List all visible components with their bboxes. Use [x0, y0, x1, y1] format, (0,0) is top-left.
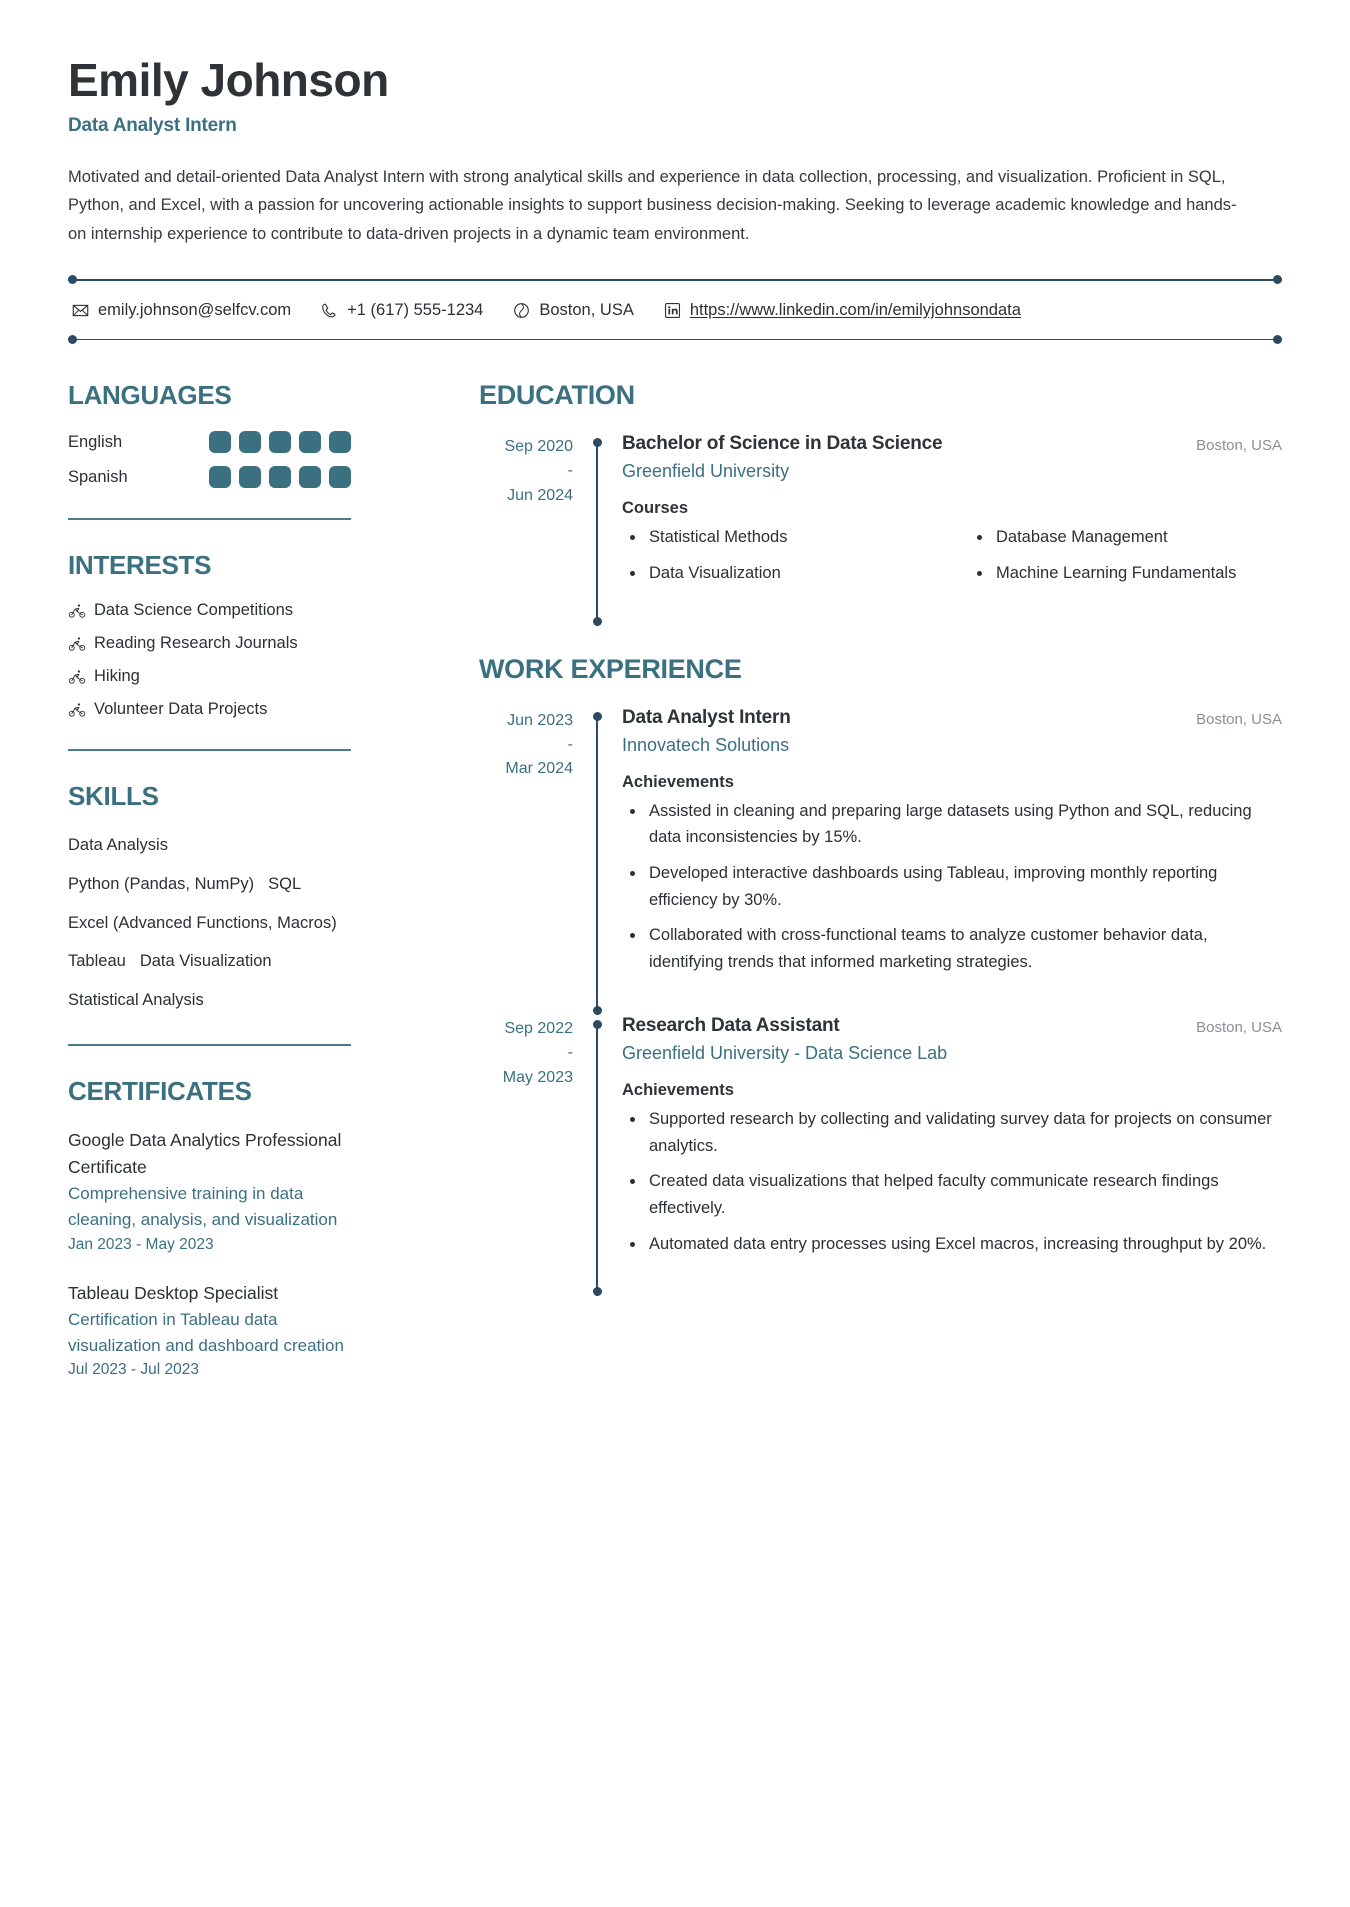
timeline-node-start — [593, 438, 602, 447]
achievement-item: Automated data entry processes using Excel macros, increasing throughput by 20%. — [622, 1231, 1282, 1258]
sidebar-divider-3 — [68, 1044, 351, 1046]
main-content — [413, 380, 1282, 1296]
sidebar-divider-2 — [68, 749, 351, 751]
entry-date-dash: - — [567, 462, 573, 480]
course-item: Statistical Methods — [622, 524, 935, 551]
timeline-line — [591, 707, 604, 1015]
skills-section — [68, 781, 395, 1014]
entry-date-start: Sep 2022 — [504, 1019, 573, 1037]
bicycle-icon — [68, 602, 86, 620]
timeline-stem — [596, 441, 598, 625]
education-heading: EDUCATION — [479, 380, 635, 411]
job-title: Data Analyst Intern — [622, 706, 791, 728]
contact-rule-bottom — [68, 339, 1282, 341]
work-heading: WORK EXPERIENCE — [479, 653, 742, 684]
course-item: Database Management — [969, 524, 1282, 551]
bicycle-icon — [68, 635, 86, 653]
achievement-item: Created data visualizations that helped faculty communicate research findings effectively. — [622, 1168, 1282, 1221]
achievements-list — [622, 1106, 1282, 1258]
timeline-node-start — [593, 1020, 602, 1029]
language-name: Spanish — [68, 467, 128, 486]
level-square — [329, 431, 351, 453]
job-title: Research Data Assistant — [622, 1014, 840, 1036]
language-level-meter — [209, 431, 351, 453]
rule-cap-left-bottom — [68, 335, 77, 344]
level-square — [239, 431, 261, 453]
company-name: Innovatech Solutions — [622, 734, 790, 755]
level-square — [269, 466, 291, 488]
skill-item: Tableau — [68, 952, 126, 971]
contact-email-text: emily.johnson@selfcv.com — [98, 301, 292, 320]
timeline-node-end — [593, 617, 602, 626]
contact-location-text: Boston, USA — [539, 301, 634, 320]
candidate-title: Data Analyst Intern — [68, 114, 237, 136]
certificates-heading: CERTIFICATES — [68, 1075, 252, 1106]
entry-date-start: Sep 2020 — [504, 438, 573, 456]
sidebar — [68, 380, 413, 1405]
globe-icon — [513, 302, 530, 319]
achievement-item: Assisted in cleaning and preparing large datasets using Python and SQL, reducing data inconsistencies by 15%. — [622, 798, 1282, 851]
certificates-section — [68, 1076, 395, 1380]
skill-line — [68, 832, 351, 859]
skill-item: Python (Pandas, NumPy) — [68, 874, 255, 893]
skills-heading: SKILLS — [68, 781, 159, 812]
language-name: English — [68, 432, 123, 451]
certificate-description: Certification in Tableau data visualization and dashboard creation — [68, 1309, 344, 1356]
entry-date-dash: - — [567, 1044, 573, 1062]
school-name: Greenfield University — [622, 461, 790, 482]
certificate-item — [68, 1280, 351, 1380]
resume-header — [68, 55, 1282, 249]
timeline-stem — [596, 715, 598, 1015]
bicycle-icon — [68, 701, 86, 719]
interest-label: Volunteer Data Projects — [94, 700, 268, 719]
work-entry-body — [604, 1015, 1282, 1297]
education-entry — [479, 433, 1282, 625]
degree-title: Bachelor of Science in Data Science — [622, 433, 943, 455]
level-square — [329, 466, 351, 488]
interest-label: Reading Research Journals — [94, 634, 298, 653]
candidate-name: Emily Johnson — [68, 54, 389, 106]
languages-heading: LANGUAGES — [68, 380, 232, 411]
contact-location — [513, 301, 633, 320]
work-entry — [479, 707, 1282, 1015]
certificate-date: Jul 2023 - Jul 2023 — [68, 1361, 199, 1379]
skill-line — [68, 948, 351, 975]
contact-linkedin[interactable] — [664, 301, 1021, 320]
work-entry — [479, 1015, 1282, 1297]
contact-phone[interactable] — [321, 301, 483, 320]
certificate-description: Comprehensive training in data cleaning, analysis, and visualization — [68, 1183, 338, 1230]
interest-item — [68, 601, 395, 620]
education-entry-body — [604, 433, 1282, 625]
skill-item: Data Visualization — [139, 952, 272, 971]
contact-email[interactable] — [72, 301, 291, 320]
courses-label: Courses — [622, 499, 689, 518]
achievement-item: Supported research by collecting and validating survey data for projects on consumer analytics. — [622, 1106, 1282, 1159]
course-item: Machine Learning Fundamentals — [969, 560, 1282, 587]
entry-date-end: Jun 2024 — [507, 486, 573, 504]
level-square — [299, 431, 321, 453]
interest-item — [68, 634, 395, 653]
achievement-item: Collaborated with cross-functional teams to analyze customer behavior data, identifying trends that informed marketing strategies. — [622, 922, 1282, 975]
rule-cap-right-top — [1273, 275, 1282, 284]
skill-line — [68, 910, 351, 937]
work-section — [479, 654, 1282, 1297]
achievements-label: Achievements — [622, 772, 734, 791]
timeline-node-end — [593, 1006, 602, 1015]
rule-cap-left-top — [68, 275, 77, 284]
education-section — [479, 380, 1282, 625]
interests-section — [68, 550, 395, 719]
timeline-stem — [596, 1023, 598, 1297]
company-name: Greenfield University - Data Science Lab — [622, 1042, 948, 1063]
achievements-label: Achievements — [622, 1080, 734, 1099]
entry-date-range — [479, 433, 591, 625]
skill-line — [68, 987, 351, 1014]
timeline-line — [591, 1015, 604, 1297]
courses-list — [622, 524, 1282, 595]
entry-date-range — [479, 1015, 591, 1297]
level-square — [209, 431, 231, 453]
entry-date-start: Jun 2023 — [507, 711, 573, 729]
language-row — [68, 431, 351, 453]
languages-section — [68, 380, 395, 488]
entry-date-range — [479, 707, 591, 1015]
rule-cap-right-bottom — [1273, 335, 1282, 344]
work-entry-body — [604, 707, 1282, 1015]
language-row — [68, 466, 351, 488]
timeline-line — [591, 433, 604, 625]
level-square — [269, 431, 291, 453]
interest-item — [68, 667, 395, 686]
level-square — [299, 466, 321, 488]
sidebar-divider-1 — [68, 518, 351, 520]
education-location: Boston, USA — [1196, 437, 1282, 455]
interest-label: Hiking — [94, 667, 140, 686]
contact-phone-text: +1 (617) 555-1234 — [347, 301, 484, 320]
timeline-node-start — [593, 712, 602, 721]
profile-summary: Motivated and detail-oriented Data Analyst Intern with strong analytical skills and experience in data collection, processing, and visualization. Proficient in SQL, Python, and Excel, with a passion for uncovering actionable insights to support business decision-making. Seeking to leverage academic knowledge and hands-on internship experience to contribute to data-driven projects in a dynamic team environment. — [68, 167, 1237, 244]
certificate-name: Tableau Desktop Specialist — [68, 1282, 279, 1303]
course-item: Data Visualization — [622, 560, 935, 587]
skill-item: Statistical Analysis — [68, 991, 204, 1010]
contact-linkedin-text: https://www.linkedin.com/in/emilyjohnsondata — [689, 301, 1021, 320]
entry-date-end: Mar 2024 — [505, 760, 573, 778]
interest-item — [68, 700, 395, 719]
interests-heading: INTERESTS — [68, 550, 212, 581]
job-location: Boston, USA — [1196, 710, 1282, 728]
certificate-item — [68, 1127, 351, 1254]
contact-rule-top — [68, 279, 1282, 281]
skill-line — [68, 871, 351, 898]
certificate-name: Google Data Analytics Professional Certificate — [68, 1129, 342, 1177]
timeline-node-end — [593, 1287, 602, 1296]
certificate-date: Jan 2023 - May 2023 — [68, 1235, 214, 1253]
skill-item: SQL — [268, 874, 302, 893]
linkedin-icon — [664, 302, 681, 319]
skill-item: Excel (Advanced Functions, Macros) — [68, 913, 337, 932]
entry-date-end: May 2023 — [502, 1068, 573, 1086]
envelope-icon — [72, 302, 89, 319]
interest-label: Data Science Competitions — [94, 601, 294, 620]
bicycle-icon — [68, 668, 86, 686]
entry-date-dash: - — [567, 735, 573, 753]
achievements-list — [622, 798, 1282, 976]
contact-bar — [68, 279, 1282, 340]
level-square — [239, 466, 261, 488]
achievement-item: Developed interactive dashboards using Tableau, improving monthly reporting efficiency by 30%. — [622, 860, 1282, 913]
level-square — [209, 466, 231, 488]
language-level-meter — [209, 466, 351, 488]
job-location: Boston, USA — [1196, 1018, 1282, 1036]
phone-icon — [321, 302, 338, 319]
skill-item: Data Analysis — [68, 836, 168, 855]
